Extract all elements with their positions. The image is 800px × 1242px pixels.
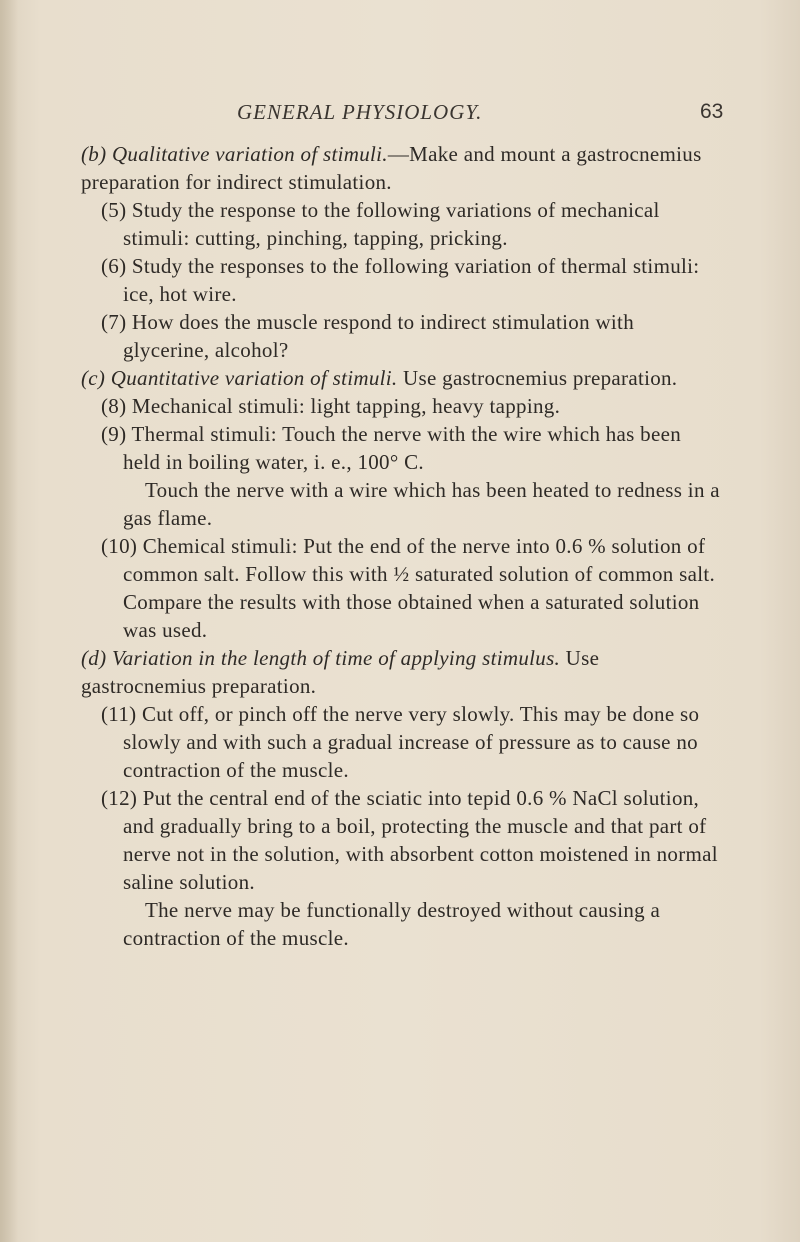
section-c-paragraph xyxy=(81,364,721,392)
item-12-continuation: The nerve may be functionally destroyed without causing a contraction of the muscle. xyxy=(123,898,661,950)
section-d-paragraph xyxy=(81,644,721,700)
item-8: (8) Mechanical stimuli: light tapping, heavy tapping. xyxy=(101,394,561,418)
section-d-title: Variation in the length of time of applying stimulus. xyxy=(111,646,561,670)
item-5: (5) Study the response to the following variations of mechanical stimuli: cutting, pinching, tapping, pricking. xyxy=(101,198,660,250)
item-11: (11) Cut off, or pinch off the nerve very slowly. This may be done so slowly and with such a gradual increase of pressure as to cause no contraction of the muscle. xyxy=(101,702,700,782)
section-b-intro: —Make and mount a gastrocnemius preparation for indirect stimulation. xyxy=(81,142,702,194)
item-9-continuation: Touch the nerve with a wire which has been heated to redness in a gas flame. xyxy=(123,478,720,530)
running-title: GENERAL PHYSIOLOGY. xyxy=(237,100,483,124)
item-12: (12) Put the central end of the sciatic into tepid 0.6 % NaCl solution, and gradually bring to a boil, protecting the muscle and that part of nerve not in the solution, with absorbent cotton moistened in normal saline solution. xyxy=(101,786,718,894)
section-c-intro: Use gastrocnemius preparation. xyxy=(403,366,678,390)
section-b-title: Qualitative variation of stimuli. xyxy=(111,142,388,166)
page-gutter-shadow xyxy=(0,0,18,1242)
section-d-marker: (d) xyxy=(81,646,107,670)
page-body xyxy=(81,140,721,952)
item-7: (7) How does the muscle respond to indirect stimulation with glycerine, alcohol? xyxy=(101,310,634,362)
item-10: (10) Chemical stimuli: Put the end of the nerve into 0.6 % solution of common salt. Follow this with ½ saturated solution of common salt. Compare the results with those obtained when a saturated solution was used. xyxy=(101,534,716,642)
section-c-marker: (c) xyxy=(81,366,106,390)
item-9: (9) Thermal stimuli: Touch the nerve with the wire which has been held in boiling water, i. e., 100° C. xyxy=(101,422,682,474)
section-b-marker: (b) xyxy=(81,142,107,166)
section-b-paragraph xyxy=(81,140,721,196)
section-c-title: Quantitative variation of stimuli. xyxy=(110,366,398,390)
section-d-intro: Use gastrocnemius preparation. xyxy=(81,646,600,698)
page-number: 63 xyxy=(700,100,724,123)
item-6: (6) Study the responses to the following variation of thermal stimuli: ice, hot wire. xyxy=(101,254,700,306)
